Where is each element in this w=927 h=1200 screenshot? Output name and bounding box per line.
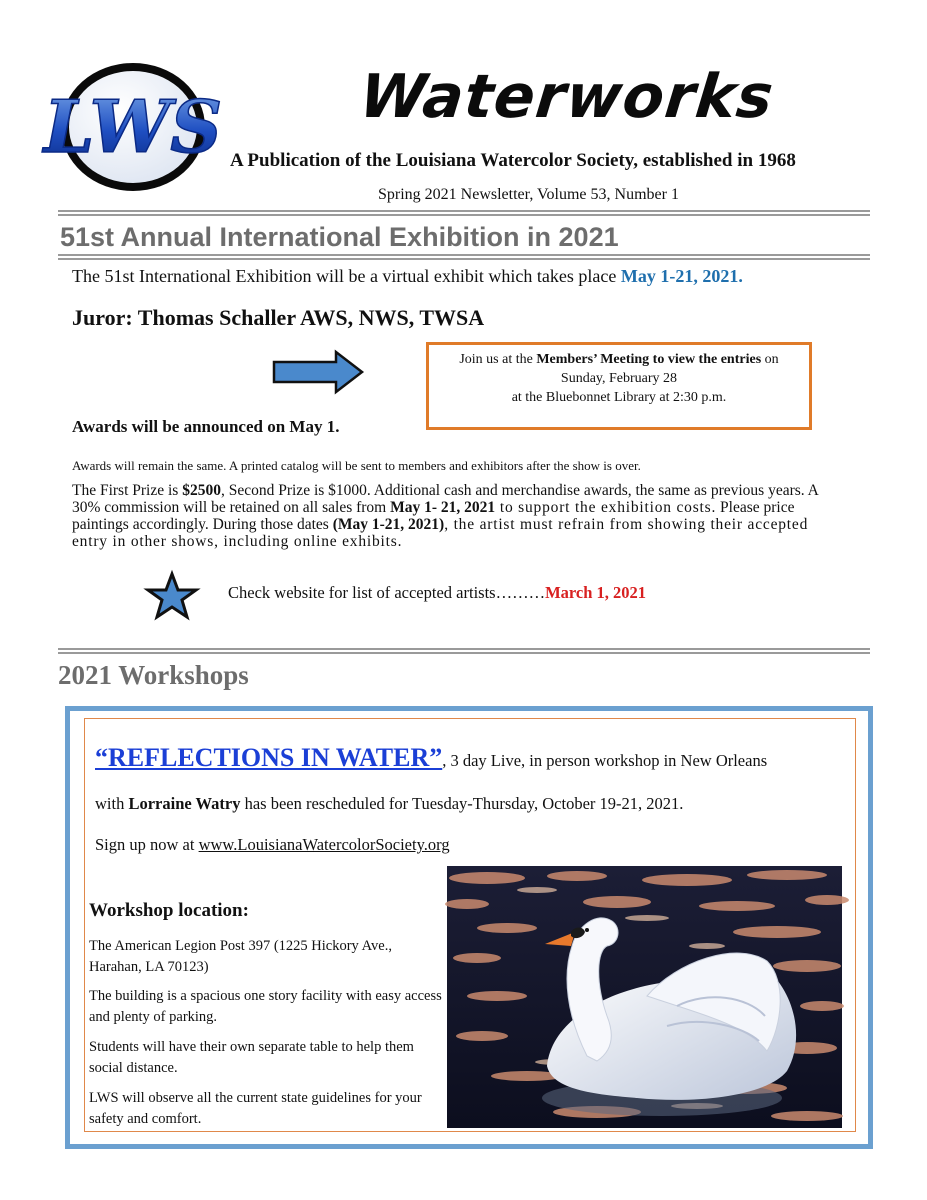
awards-note: Awards will remain the same. A printed catalog will be sent to members and exhibitors after the show is over. bbox=[72, 458, 641, 473]
accepted-artists-date: March 1, 2021 bbox=[545, 583, 647, 602]
divider bbox=[58, 210, 870, 216]
website-link[interactable]: www.LouisianaWatercolorSociety.org bbox=[198, 835, 450, 854]
swan-painting bbox=[447, 866, 842, 1128]
exhibition-dates: May 1-21, 2021. bbox=[620, 266, 743, 286]
awards-heading: Awards will be announced on May 1. bbox=[72, 417, 340, 436]
location-guidelines: LWS will observe all the current state guidelines for your safety and comfort. bbox=[89, 1090, 422, 1127]
location-address: The American Legion Post 397 (1225 Hickory Ave., Harahan, LA 70123) bbox=[89, 938, 392, 975]
masthead-title: Waterworks bbox=[356, 62, 778, 132]
members-meeting-box: Join us at the Members’ Meeting to view the entries on Sunday, February 28 at the Bluebonnet Library at 2:30 p.m. bbox=[426, 342, 812, 430]
workshop-schedule: with Lorraine Watry has been rescheduled for Tuesday-Thursday, October 19-21, 2021. bbox=[95, 794, 684, 813]
workshop-title-line: “REFLECTIONS IN WATER”, 3 day Live, in person workshop in New Orleans bbox=[95, 743, 768, 772]
location-building: The building is a spacious one story facility with easy access and plenty of parking. bbox=[89, 988, 442, 1025]
right-arrow-icon bbox=[272, 350, 364, 394]
divider bbox=[58, 254, 870, 260]
exhibition-intro: The 51st International Exhibition will be a virtual exhibit which takes place May 1-21, 2021. bbox=[72, 266, 743, 286]
publication-subtitle: A Publication of the Louisiana Watercolor Society, established in 1968 bbox=[230, 150, 796, 171]
logo-lettering: LWS bbox=[43, 84, 223, 169]
lws-logo bbox=[43, 60, 223, 195]
instructor-name: Lorraine Watry bbox=[128, 794, 241, 813]
prize-paragraph: The First Prize is $2500, Second Prize is $1000. Additional cash and merchandise awards, the same as previous years. A 30% commission will be retained on all sales from May 1- 21, 2021 to support the exhibition costs. Please price paintings accordingly. During those dates (May 1-21, 2021), the artist must refrain from showing their accepted entry in other shows, including online exhibits. bbox=[72, 482, 819, 550]
issue-info: Spring 2021 Newsletter, Volume 53, Number 1 bbox=[378, 186, 679, 203]
workshop-title-link[interactable]: “REFLECTIONS IN WATER” bbox=[95, 743, 443, 772]
juror-line: Juror: Thomas Schaller AWS, NWS, TWSA bbox=[72, 305, 485, 330]
accepted-artists-notice: Check website for list of accepted artists………March 1, 2021 bbox=[228, 583, 647, 602]
location-tables: Students will have their own separate table to help them social distance. bbox=[89, 1039, 414, 1076]
workshop-signup: Sign up now at www.LouisianaWatercolorSociety.org bbox=[95, 835, 450, 854]
workshops-heading: 2021 Workshops bbox=[58, 660, 249, 690]
exhibition-heading: 51st Annual International Exhibition in 2021 bbox=[60, 222, 619, 252]
location-heading: Workshop location: bbox=[89, 900, 249, 921]
star-icon bbox=[145, 572, 199, 620]
divider bbox=[58, 648, 870, 654]
